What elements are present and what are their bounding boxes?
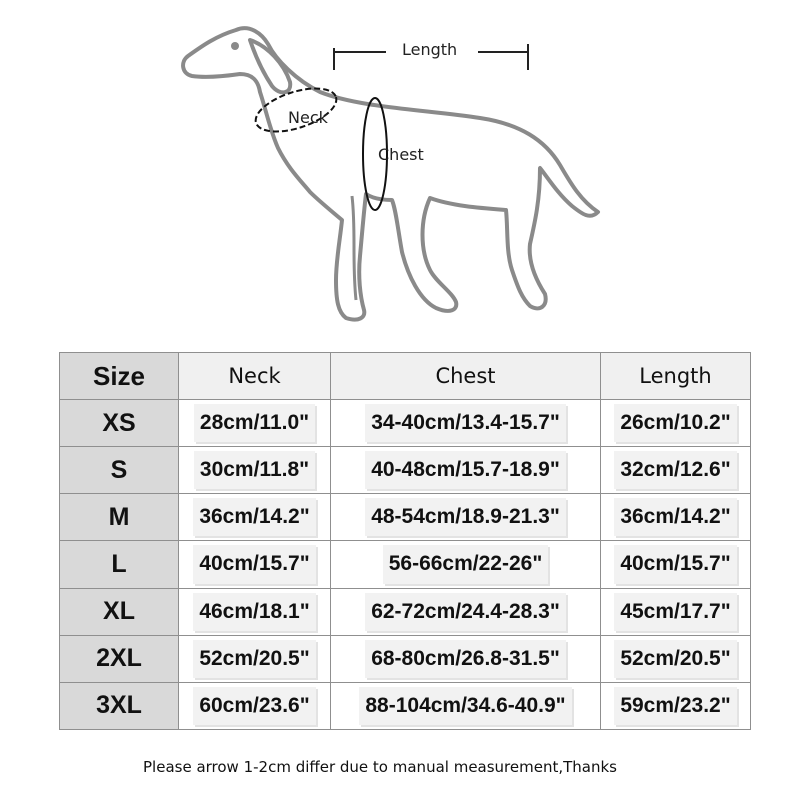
length-value: 26cm/10.2" [614, 404, 736, 442]
size-chart-table [59, 352, 751, 730]
length-value: 40cm/15.7" [614, 545, 736, 583]
length-value: 32cm/12.6" [614, 451, 736, 489]
neck-value: 46cm/18.1" [193, 593, 315, 631]
chest-value: 88-104cm/34.6-40.9" [359, 687, 571, 725]
dog-outline [183, 28, 598, 319]
chest-value: 48-54cm/18.9-21.3" [365, 498, 566, 536]
size-label: XL [60, 588, 179, 635]
length-label: Length [402, 40, 458, 59]
size-label: L [60, 541, 179, 588]
table-row [60, 447, 751, 494]
neck-value: 30cm/11.8" [194, 451, 315, 489]
length-value: 36cm/14.2" [614, 498, 736, 536]
size-label: XS [60, 400, 179, 447]
size-label: M [60, 494, 179, 541]
dog-measurement-diagram [0, 0, 800, 350]
header-size: Size [60, 353, 179, 400]
table-row [60, 541, 751, 588]
table-row [60, 494, 751, 541]
length-value: 45cm/17.7" [614, 593, 736, 631]
dog-eye [231, 42, 239, 50]
chest-label: Chest [378, 145, 424, 164]
table-row [60, 400, 751, 447]
table-row [60, 588, 751, 635]
chest-value: 34-40cm/13.4-15.7" [365, 404, 566, 442]
length-value: 52cm/20.5" [614, 640, 736, 678]
chest-value: 62-72cm/24.4-28.3" [365, 593, 566, 631]
chest-value: 40-48cm/15.7-18.9" [365, 451, 566, 489]
header-chest: Chest [331, 353, 601, 400]
length-value: 59cm/23.2" [614, 687, 736, 725]
chest-value: 68-80cm/26.8-31.5" [365, 640, 566, 678]
dog-inner-leg [352, 196, 356, 300]
size-label: 2XL [60, 635, 179, 682]
table-row [60, 682, 751, 729]
chest-value: 56-66cm/22-26" [383, 545, 549, 583]
neck-value: 36cm/14.2" [193, 498, 315, 536]
header-neck: Neck [179, 353, 331, 400]
neck-value: 60cm/23.6" [193, 687, 315, 725]
table-row [60, 635, 751, 682]
table-header-row [60, 353, 751, 400]
size-label: 3XL [60, 682, 179, 729]
measurement-note: Please arrow 1-2cm differ due to manual measurement,Thanks [143, 758, 617, 776]
neck-value: 28cm/11.0" [194, 404, 315, 442]
neck-label: Neck [288, 108, 328, 127]
neck-value: 40cm/15.7" [193, 545, 315, 583]
size-label: S [60, 447, 179, 494]
neck-value: 52cm/20.5" [193, 640, 315, 678]
header-length: Length [601, 353, 751, 400]
